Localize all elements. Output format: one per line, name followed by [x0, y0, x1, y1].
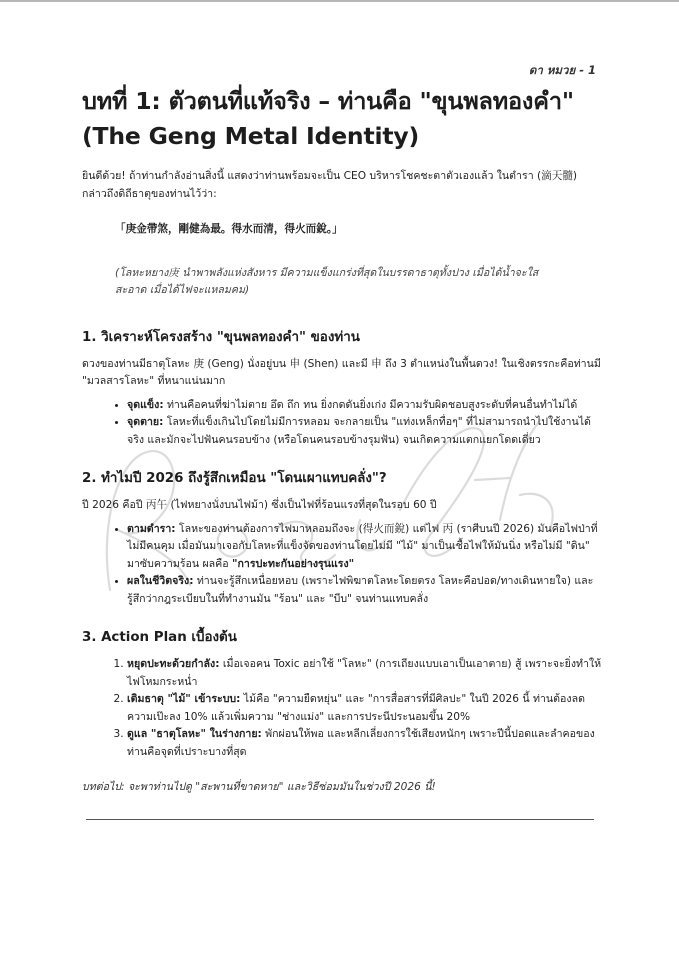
section-1-heading: 1. วิเคราะห์โครงสร้าง "ขุนพลทองคำ" ของท่าน — [82, 329, 360, 345]
page-header-note: ดา หมวย - 1 — [528, 63, 596, 77]
section-2-body: ปี 2026 คือปี 丙午 (ไฟหยางนั่งบนไฟม้า) ซึ่งเป็นไฟที่ร้อนแรงที่สุดในรอบ 60 ปี — [82, 499, 437, 511]
list-item — [127, 521, 602, 574]
intro-paragraph: ยินดีด้วย! ถ้าท่านกำลังอ่านสิ่งนี้ แสดงว่าท่านพร้อมจะเป็น CEO บริหารโชคชะตาตัวเองแล้ว ในตำรา (滴天髓) กล่าวถึงดิถีธาตุของท่านไว้ว่า: — [82, 170, 578, 200]
bullet-label: จุดตาย: — [127, 416, 164, 428]
section-3-heading: 3. Action Plan เบื้องต้น — [82, 630, 237, 645]
item-text: เมื่อเจอคน Toxic อย่าใช้ "โลหะ" (การเถียงแบบเอาเป็นเอาตาย) สู้ เพราะจะยิ่งทำให้ไฟโหมกระหน่ำ — [127, 658, 602, 688]
list-item — [127, 397, 602, 415]
bullet-label: ตามตำรา: — [127, 522, 176, 535]
section-2-heading: 2. ทำไมปี 2026 ถึงรู้สึกเหมือน "โดนเผาแทบคลั่ง"? — [82, 471, 387, 486]
item-text: พักผ่อนให้พอ และหลีกเลี่ยงการใช้เสียงหนักๆ เพราะปีนี้ปอดและลำคอของท่านคือจุดที่เปราะบางที่สุด — [127, 728, 595, 758]
section-3-action-list — [82, 656, 602, 761]
item-label: ดูแล "ธาตุโลหะ" ในร่างกาย: — [127, 728, 262, 740]
list-item — [127, 573, 602, 608]
item-label: เติมธาตุ "ไม้" เข้าระบบ: — [127, 693, 241, 705]
item-text: ไม้คือ "ความยืดหยุ่น" และ "การสื่อสารที่มีศิลปะ" ในปี 2026 นี้ ท่านต้องลดความเป๊ะลง 10% แล้วเพิ่มความ "ช่างแม่ง" และการประนีประนอมขึ้น 20% — [127, 693, 585, 723]
list-item — [127, 656, 602, 691]
list-item — [127, 414, 602, 449]
quote-translation: (โลหะหยาง庚 นำพาพลังแห่งสังหาร มีความแข็งแกร่งที่สุดในบรรดาธาตุทั้งปวง เมื่อได้น้ำจะใส สะอาด เมื่อได้ไฟจะแหลมคม) — [115, 266, 539, 296]
chapter-title: บทที่ 1: ตัวตนที่แท้จริง – ท่านคือ "ขุนพลทองคำ" (The Geng Metal Identity) — [82, 87, 574, 150]
bullet-label: ผลในชีวิตจริง: — [127, 575, 194, 587]
bullet-emphasis: "การปะทะกันอย่างรุนแรง" — [232, 557, 355, 570]
classical-quote: 「庚金帶煞，剛健為最。得水而清，得火而銳。」 — [115, 223, 343, 235]
horizontal-divider — [86, 819, 594, 820]
item-label: หยุดปะทะด้วยกำลัง: — [127, 658, 220, 670]
section-1-bullets — [82, 397, 602, 450]
page-top-edge — [0, 0, 679, 2]
section-1-body: ดวงของท่านมีธาตุโลหะ 庚 (Geng) นั่งอยู่บน 申 (Shen) และมี 申 ถึง 3 ตำแหน่งในพื้นดวง! ในเชิงตรรกะคือท่านมี "มวลสารโลหะ" ที่หนาแน่นมาก — [82, 357, 601, 387]
next-chapter-note: บทต่อไป: จะพาท่านไปดู "สะพานที่ขาดหาย" และวิธีซ่อมมันในช่วงปี 2026 นี้! — [82, 781, 436, 793]
bullet-text: ท่านจะรู้สึกเหนื่อยหอบ (เพราะไฟพิฆาตโลหะโดยตรง โลหะคือปอด/ทางเดินหายใจ) และรู้สึกว่ากฎระเบียบในที่ทำงานมัน "ร้อน" และ "บีบ" จนท่านแทบคลั่ง — [127, 575, 594, 605]
list-item — [127, 726, 602, 761]
bullet-text: โลหะที่แข็งเกินไปโดยไม่มีการหลอม จะกลายเป็น "แท่งเหล็กทื่อๆ" ที่ไม่สามารถนำไปใช้งานได้จริง และมักจะไปฟันคนรอบข้าง (หรือโดนคนรอบข้างรุมฟัน) จนเกิดความแตกแยกโดดเดี่ยว — [127, 416, 591, 446]
bullet-text: โลหะของท่านต้องการไฟมาหลอมถึงจะ (得火而銳) แต่ไฟ 丙 (ราศีบนปี 2026) มันคือไฟป่าที่ไม่มีคนคุม เมื่อมันมาเจอกับโลหะที่แข็งจัดของท่านโดยไม่มี "ไม้" มาเป็นเชื้อไฟให้มันนิ่ง หรือไม่มี "ดิน" มาซับความร้อน ผลคือ — [127, 522, 598, 570]
list-item — [127, 691, 602, 726]
document-page — [82, 58, 602, 820]
section-2-bullets — [82, 521, 602, 609]
bullet-label: จุดแข็ง: — [127, 398, 164, 411]
bullet-text: ท่านคือคนที่ฆ่าไม่ตาย อึด ถึก ทน ยิ่งกดดันยิ่งเก่ง มีความรับผิดชอบสูงระดับที่คนอื่นทำไม่ได้ — [163, 398, 578, 411]
